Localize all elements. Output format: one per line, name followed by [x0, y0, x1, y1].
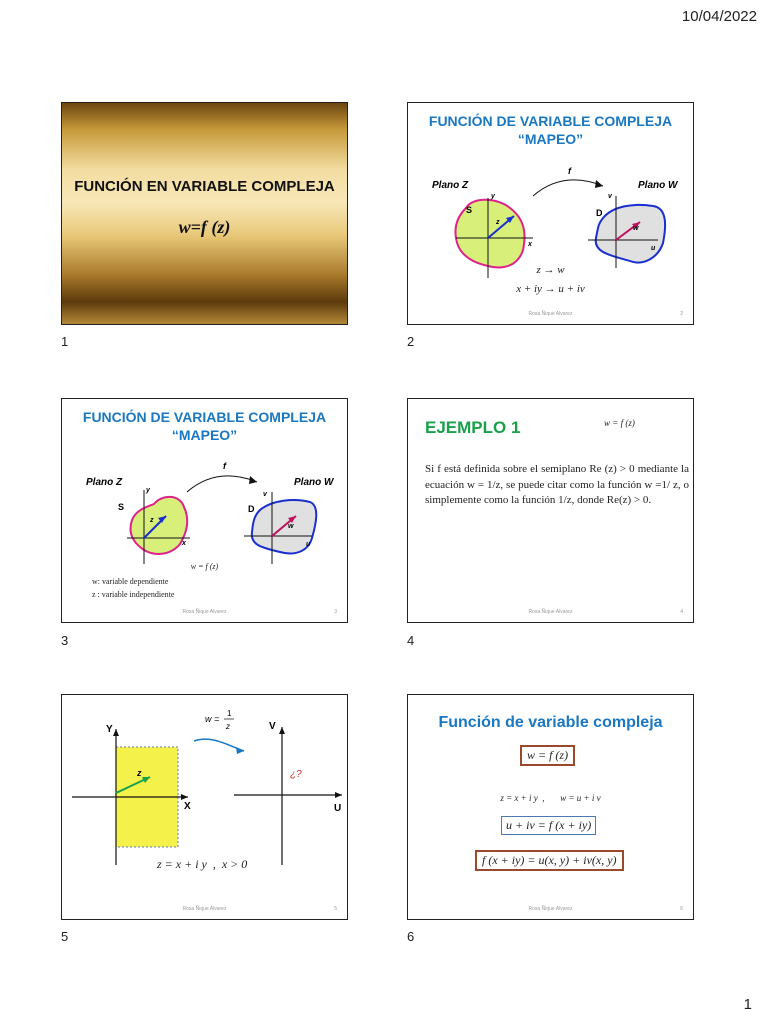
plane-z-label: Plano Z [432, 180, 469, 191]
svg-text:w =: w = [205, 714, 220, 724]
slide-subtitle: “MAPEO” [517, 131, 584, 147]
slide-3[interactable] [61, 398, 348, 623]
svg-text:y: y [146, 487, 150, 494]
svg-text:Plano Z: Plano Z [86, 477, 123, 488]
slide-number: 4 [407, 633, 415, 648]
equation: z → w [536, 264, 565, 276]
note: z : variable independiente [92, 590, 175, 599]
slide-4[interactable] [407, 398, 694, 623]
svg-text:V: V [269, 721, 276, 732]
slide-number: 5 [61, 929, 69, 944]
page-number: 1 [743, 996, 752, 1013]
slide-title: FUNCIÓN DE VARIABLE COMPLEJA [428, 113, 673, 129]
svg-text:z: z [150, 517, 154, 524]
svg-text:D: D [596, 208, 603, 218]
slide-formula: w=f (z) [178, 217, 231, 237]
svg-text:U: U [334, 803, 342, 814]
map-arrow [533, 180, 603, 196]
slide-title: EJEMPLO 1 [425, 418, 521, 437]
slide-5[interactable] [61, 694, 348, 920]
formula-box: u + iv = f (x + iy) [501, 816, 596, 835]
slide-number: 2 [407, 334, 415, 349]
svg-text:Plano W: Plano W [294, 477, 334, 488]
slide-1[interactable] [61, 102, 348, 325]
map-label: f [568, 166, 571, 176]
region-s-label: S [466, 205, 473, 215]
header-date: 10/04/2022 [681, 8, 757, 25]
svg-text:¿?: ¿? [290, 769, 302, 780]
svg-text:w: w [288, 523, 294, 530]
svg-text:D: D [248, 504, 255, 514]
slide-footer: Rosa Ñique Alvarez 6 [528, 906, 683, 912]
svg-text:y: y [491, 193, 495, 200]
svg-text:x: x [528, 241, 532, 248]
svg-text:S: S [118, 502, 125, 512]
slide-number: 1 [61, 334, 69, 349]
svg-text:x: x [182, 540, 186, 547]
slide-footer: Rosa Ñique Alvarez 3 [182, 609, 337, 615]
slide-footer: Rosa Ñique Alvarez 5 [182, 906, 337, 912]
domain-equation: z = x + i y , x > 0 [157, 857, 248, 871]
equation: z = x + i y , w = u + i v [500, 793, 601, 803]
svg-text:v: v [608, 193, 612, 200]
region-d [596, 205, 665, 263]
svg-text:f: f [223, 461, 226, 471]
svg-text:z: z [137, 768, 142, 778]
plane-w-label: Plano W [638, 180, 678, 191]
slide-number: 6 [407, 929, 415, 944]
formula-box: w = f (z) [520, 745, 575, 766]
mapping-diagram [62, 452, 348, 572]
slide-2[interactable] [407, 102, 694, 325]
note: w: variable dependiente [92, 577, 169, 586]
formula-box: f (x + iy) = u(x, y) + iv(x, y) [475, 850, 624, 871]
svg-text:w: w [633, 225, 639, 232]
slide-title: FUNCIÓN DE VARIABLE COMPLEJA [82, 409, 327, 425]
equation: x + iy → u + iv [516, 283, 585, 295]
slide-footer: Rosa Ñique Alvarez 2 [528, 311, 683, 317]
slide-body: Si f está definida sobre el semiplano Re (z) > 0 mediante la ecuación w = 1/z, se puede citar como la función w =1/ z, o simplemente como la función 1/z, donde Re(z) > 0. [425, 463, 689, 506]
svg-text:u: u [651, 245, 656, 252]
slide-subtitle: “MAPEO” [171, 427, 238, 443]
equation: w = f (z) [190, 562, 219, 571]
slide-title: FUNCIÓN EN VARIABLE COMPLEJA [74, 178, 335, 195]
svg-text:1: 1 [227, 709, 232, 718]
svg-text:z: z [496, 219, 500, 226]
slide-6[interactable] [407, 694, 694, 920]
svg-text:Y: Y [106, 724, 113, 735]
svg-text:X: X [184, 801, 191, 812]
svg-text:v: v [263, 491, 267, 498]
slide-number: 3 [61, 633, 69, 648]
equation: w = f (z) [604, 418, 635, 428]
svg-text:u: u [306, 541, 311, 548]
slide-title: Función de variable compleja [438, 714, 663, 731]
svg-text:z: z [226, 722, 230, 731]
slide-footer: Rosa Ñique Alvarez 4 [528, 609, 683, 615]
